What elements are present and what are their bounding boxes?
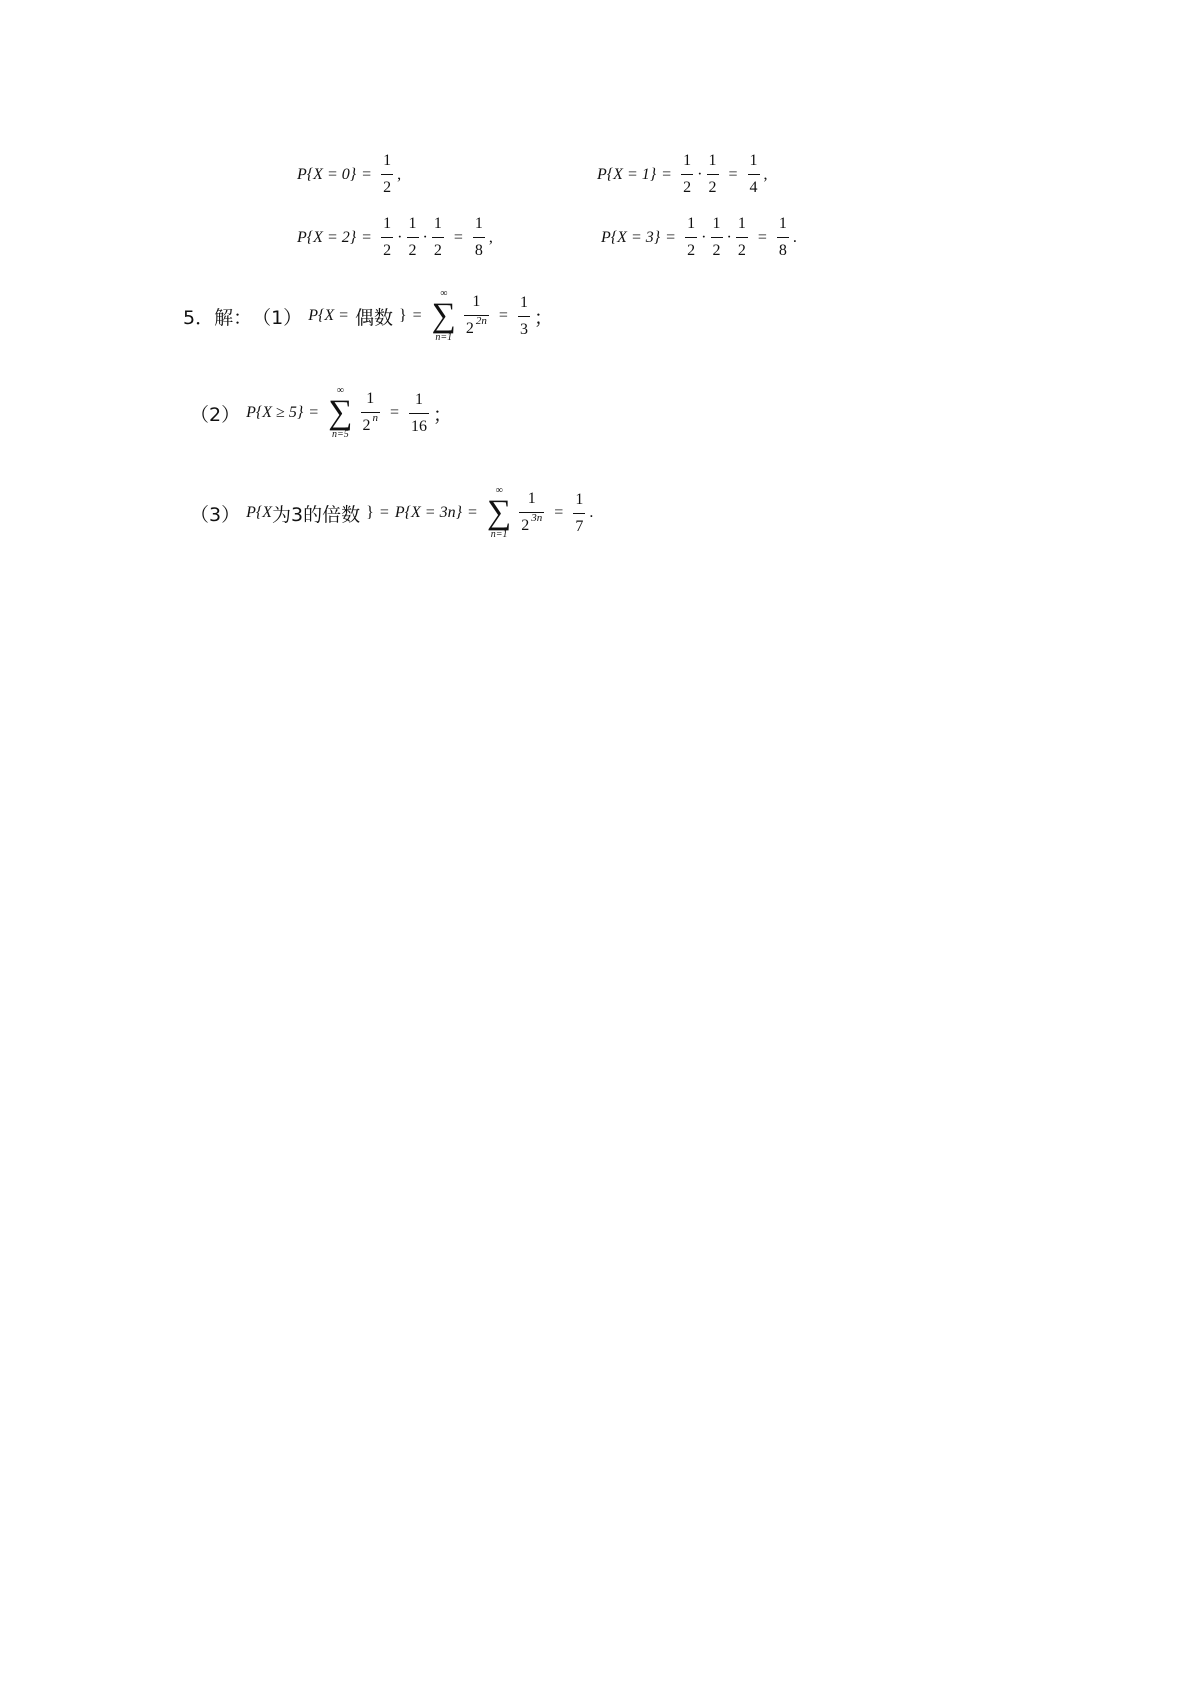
fraction: $\frac{1}{2}$	[432, 213, 444, 262]
equals-sign: =	[666, 228, 676, 246]
eq-p1-lhs: P{X = 1}	[597, 165, 657, 183]
fraction-term: $\frac{1}{2 ^{2n}}$	[464, 291, 489, 341]
fraction-result: $\frac{1}{4}$	[748, 150, 760, 199]
fraction-result: $\frac{1}{7}$	[573, 489, 585, 538]
fraction: $\frac{1}{2}$	[381, 150, 393, 199]
part-label: （3）	[190, 503, 241, 526]
dot-operator: ·	[422, 228, 428, 246]
punctuation: ,	[763, 165, 768, 183]
lhs-word: 为3的倍数	[272, 503, 361, 526]
sum-lower: n=5	[332, 429, 349, 440]
sigma-icon: ∑	[431, 297, 456, 334]
punctuation: ；	[433, 403, 453, 426]
fraction-result: $\frac{1}{16}$	[409, 389, 429, 438]
equals-sign: =	[662, 165, 672, 183]
lhs-prefix: P{X	[246, 504, 273, 521]
dot-operator: ·	[397, 228, 403, 246]
lhs-prefix: P{X =	[308, 307, 349, 324]
summation	[432, 288, 456, 344]
fraction-term: $\frac{1}{2 ^n}$	[361, 388, 381, 438]
fraction-result: $\frac{1}{8}$	[473, 213, 485, 262]
eq-p3	[601, 213, 797, 262]
eq-p3-lhs: P{X = 3}	[601, 228, 661, 246]
problem5-part2: （2） P{X ≥ 5} = ∞ ∑ n=5 $\frac{1}{2 ^n}$ = $\frac{1}{16}$ ；	[190, 385, 453, 440]
sigma-icon: ∑	[487, 494, 512, 531]
problem-label: 5．解：	[183, 306, 253, 329]
equals-sign: =	[362, 228, 372, 246]
eq-p0-lhs: P{X = 0}	[297, 165, 357, 183]
punctuation: ,	[488, 228, 493, 246]
fraction: $\frac{1}{2}$	[707, 150, 719, 199]
punctuation: .	[589, 504, 594, 521]
fraction: $\frac{1}{2}$	[381, 213, 393, 262]
punctuation: ,	[397, 165, 402, 183]
dot-operator: ·	[726, 228, 732, 246]
lhs-suffix: }	[398, 307, 407, 324]
problem5-part3: （3） P{X 为3的倍数 } = P{X = 3n} = ∞ ∑ n=1 $\frac{1}{2 ^{3n}}$ = $\frac{1}{7}$ .	[190, 485, 594, 540]
equals-sign: =	[757, 228, 767, 246]
fraction: $\frac{1}{2}$	[407, 213, 419, 262]
punctuation: .	[792, 228, 797, 246]
sigma-icon: ∑	[328, 394, 353, 431]
sum-lower: n=1	[490, 529, 508, 540]
sum-upper: ∞	[440, 288, 448, 299]
fraction-result: $\frac{1}{8}$	[777, 213, 789, 262]
fraction: $\frac{1}{2}$	[681, 150, 693, 199]
lhs-suffix: }	[366, 504, 374, 521]
sum-lower: n=1	[435, 332, 453, 343]
eq-p1	[597, 150, 768, 199]
fraction: $\frac{1}{2}$	[711, 213, 723, 262]
eq-p2	[297, 213, 493, 262]
fraction-result: $\frac{1}{3}$	[518, 292, 530, 341]
fraction-term: $\frac{1}{2 ^{3n}}$	[519, 488, 544, 538]
equals-sign: =	[453, 228, 463, 246]
eq-p2-lhs: P{X = 2}	[297, 228, 357, 246]
equals-sign: =	[728, 165, 738, 183]
fraction: $\frac{1}{2}$	[736, 213, 748, 262]
fraction: $\frac{1}{2}$	[685, 213, 697, 262]
dot-operator: ·	[697, 165, 703, 183]
lhs: P{X ≥ 5}	[246, 404, 304, 421]
eq-p0	[297, 150, 401, 199]
summation	[487, 485, 511, 541]
summation	[328, 385, 352, 441]
sum-upper: ∞	[495, 485, 503, 496]
part-label: （1）	[252, 306, 303, 329]
sum-upper: ∞	[336, 385, 344, 396]
equals-sign: =	[362, 165, 372, 183]
lhs-word: 偶数	[354, 306, 393, 329]
problem5-part1: 5．解： （1） P{X = 偶数 } = ∞ ∑ n=1 $\frac{1}{2 ^{2n}}$ = $\frac{1}{3}$ ；	[183, 288, 553, 343]
punctuation: ；	[533, 306, 553, 329]
part-label: （2）	[190, 403, 241, 426]
dot-operator: ·	[701, 228, 707, 246]
mid-expr: P{X = 3n}	[394, 504, 462, 521]
